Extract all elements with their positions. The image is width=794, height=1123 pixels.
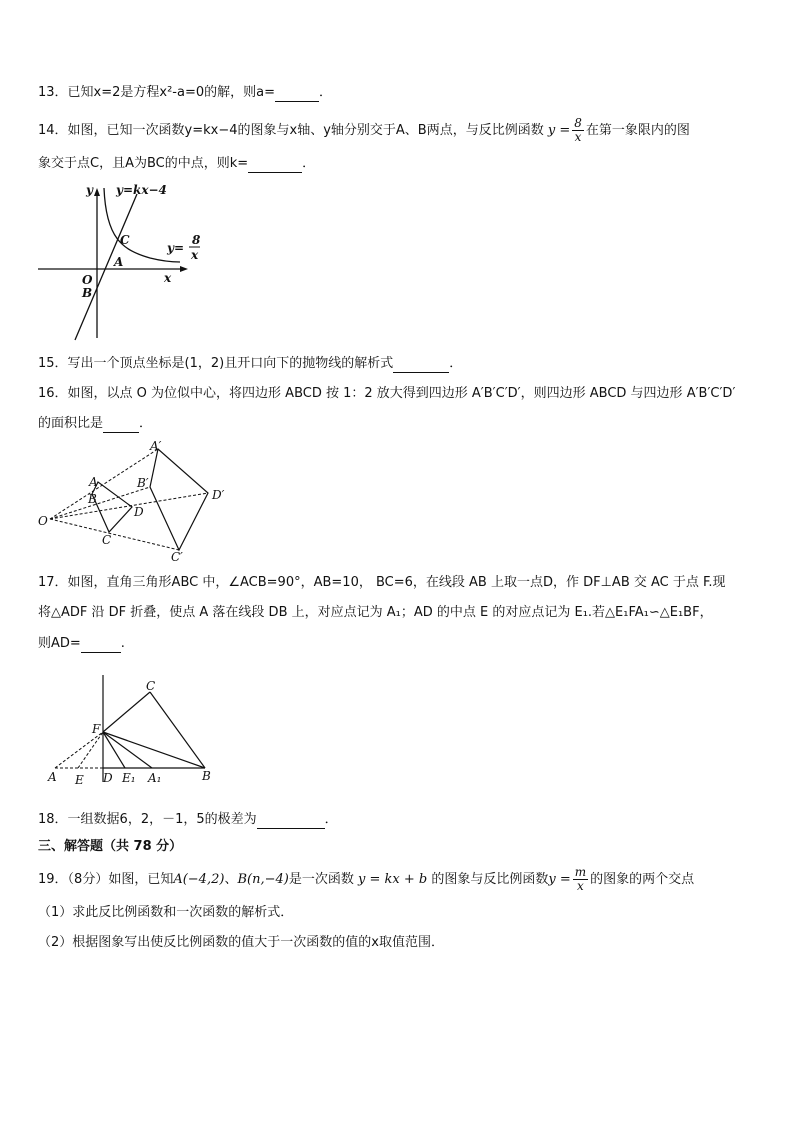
question-text: 如图，以点 O 为位似中心，将四边形 ABCD 按 1：2 放大得到四边形 A′B′C′D′，则四边形 ABCD 与四边形 A′B′C′D′	[67, 386, 736, 401]
fraction-8-over-x	[572, 117, 584, 144]
question-number: 16．	[38, 386, 68, 401]
question-number: 13．	[38, 85, 68, 100]
question-text: 写出一个顶点坐标是(1，2)且开口向下的抛物线的解析式	[67, 356, 394, 371]
segment-FA1	[103, 732, 152, 768]
quad-A2B2C2D2	[150, 449, 208, 550]
question-13	[38, 84, 332, 102]
question-number: 15．	[38, 356, 68, 371]
label-D: D	[103, 771, 113, 785]
question-text: 的图象的两个交点	[590, 872, 695, 887]
punctuation: ．	[302, 156, 316, 171]
q14-graph-figure	[30, 178, 200, 348]
punctuation: ．	[319, 85, 333, 100]
fraction-m-over-x	[573, 866, 588, 893]
question-19-part-2: （2）根据图象写出使反比例函数的值大于一次函数的值的x取值范围．	[38, 935, 444, 950]
label-C: C	[146, 679, 156, 693]
label-A: A	[114, 255, 124, 269]
fraction-denominator: x	[577, 879, 584, 893]
fraction-numerator: m	[574, 865, 587, 879]
label-C: C	[120, 233, 130, 247]
question-text: 则AD=	[38, 636, 81, 651]
question-text: 在第一象限内的图	[585, 123, 690, 138]
answer-blank[interactable]	[257, 814, 325, 829]
y-axis-arrow	[94, 188, 100, 196]
label-D-prime: D′	[212, 488, 225, 502]
question-14-line-2	[38, 155, 315, 173]
question-17-line-3	[38, 635, 125, 653]
label-A: A	[48, 770, 57, 784]
label-B-prime: B′	[137, 476, 149, 490]
question-number: 14．	[38, 123, 68, 138]
question-number: 17．	[38, 575, 68, 590]
question-text: 如图，直角三角形ABC 中，∠ACB=90°，AB=10， BC=6，在线段 AB 上取一点D，作 DF⊥AB 交 AC 于点 F.现	[67, 575, 726, 590]
answer-blank[interactable]	[103, 418, 139, 433]
fraction-numerator: 8	[574, 116, 582, 130]
question-text: 象交于点C，且A为BC的中点，则k=	[38, 156, 249, 171]
question-text: 是一次函数	[288, 872, 354, 887]
label-A-prime: A′	[150, 439, 162, 453]
label-A: A	[89, 475, 98, 489]
punctuation: ．	[449, 356, 463, 371]
question-text: 的面积比是	[38, 416, 104, 431]
question-text: 一组数据6，2，－1，5的极差为	[67, 812, 257, 827]
segment-FB	[103, 732, 205, 768]
question-16	[38, 385, 735, 403]
question-15	[38, 355, 462, 373]
hyperbola-den: x	[191, 248, 199, 262]
function-y: y =	[548, 872, 571, 887]
segment-EF-dashed	[78, 732, 103, 768]
dashed-rays	[50, 449, 208, 550]
label-E: E	[75, 773, 84, 787]
question-17-line-2	[38, 604, 713, 622]
label-C: C	[102, 533, 112, 547]
label-O: O	[38, 514, 48, 528]
question-16-line-2	[38, 415, 152, 433]
question-text: 如图，已知一次函数y=kx−4的图象与x轴、y轴分别交于A、B两点，与反比例函数	[67, 123, 544, 138]
linear-function: y = kx + b	[357, 872, 428, 887]
question-text: 已知x=2是方程x²-a=0的解，则a=	[67, 85, 275, 100]
punctuation: ．	[324, 812, 338, 827]
answer-blank[interactable]	[275, 87, 319, 102]
answer-blank[interactable]	[248, 158, 302, 173]
label-B: B	[82, 286, 93, 300]
x-axis-arrow	[180, 266, 188, 272]
punctuation: ．	[139, 416, 153, 431]
punctuation: .	[120, 636, 125, 651]
question-19-part-1: （1）求此反比例函数和一次函数的解析式．	[38, 905, 294, 920]
fraction-denominator: x	[574, 130, 582, 144]
question-14	[38, 117, 690, 144]
label-F: F	[92, 722, 101, 736]
answer-blank[interactable]	[393, 358, 449, 373]
separator: 、	[224, 872, 238, 887]
point-B: B(n,−4)	[237, 872, 289, 887]
question-text: （8分）如图，已知	[67, 872, 174, 887]
question-18	[38, 811, 338, 829]
label-y: y	[86, 183, 93, 197]
label-D: D	[134, 505, 144, 519]
label-E1: E₁	[122, 771, 136, 785]
q17-fold-figure	[40, 670, 225, 790]
point-A: A(−4,2)	[173, 872, 225, 887]
question-text: 的图象与反比例函数	[431, 872, 549, 887]
label-B: B	[202, 769, 211, 783]
segment-CB	[150, 692, 205, 768]
label-line: y=kx−4	[116, 183, 167, 197]
hyperbola-num: 8	[192, 233, 201, 247]
label-C-prime: C′	[171, 550, 183, 564]
label-hyperbola: y=	[167, 241, 185, 255]
linear-function-line	[75, 194, 137, 340]
section-title: 三、解答题（共 78 分）	[38, 839, 183, 854]
function-y: y =	[547, 123, 571, 138]
label-B: B	[88, 492, 97, 506]
label-x: x	[164, 271, 172, 285]
question-number: 19．	[38, 872, 68, 887]
segment-FC	[103, 692, 150, 732]
segment-FE1	[103, 732, 125, 768]
answer-blank[interactable]	[81, 638, 121, 653]
question-number: 18．	[38, 812, 68, 827]
label-O: O	[82, 273, 93, 287]
question-text: 将△ADF 沿 DF 折叠，使点 A 落在线段 DB 上，对应点记为 A₁；AD 的中点 E 的对应点记为 E₁.若△E₁FA₁∽△E₁BF，	[38, 605, 713, 620]
question-19	[38, 866, 694, 893]
q16-homothety-figure	[34, 437, 244, 562]
label-A1: A₁	[148, 771, 162, 785]
question-17	[38, 574, 726, 592]
segment-AF-dashed	[55, 732, 103, 768]
